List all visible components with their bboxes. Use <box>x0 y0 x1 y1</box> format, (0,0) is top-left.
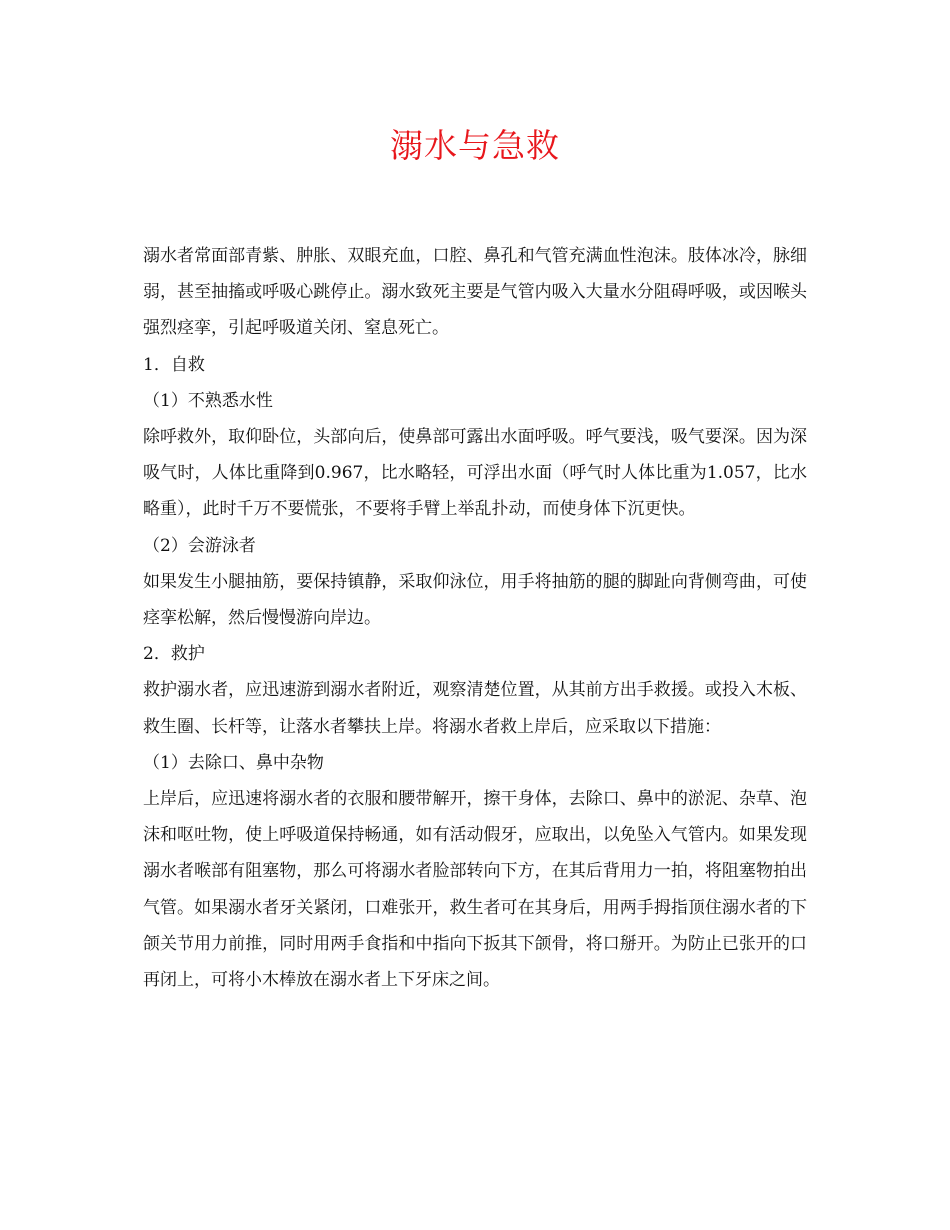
section-heading-rescue: 2．救护 <box>143 644 205 665</box>
paragraph-clear-airway: 上岸后，应迅速将溺水者的衣服和腰带解开，擦干身体，去除口、鼻中的淤泥、杂草、泡沫和呕吐物，使上呼吸道保持畅通，如有活动假牙，应取出，以免坠入气管内。如果发现溺水者喉部有阻塞物，那么可将溺水者脸部转向下方，在其后背用力一拍，将阻塞物拍出气管。如果溺水者牙关紧闭，口难张开，救生者可在其身后，用两手拇指顶住溺水者的下颌关节用力前推，同时用两手食指和中指向下扳其下颌骨，将口掰开。为防止已张开的口再闭上，可将小木棒放在溺水者上下牙床之间。 <box>143 789 807 991</box>
document-title: 溺水与急救 <box>390 126 560 165</box>
intro-paragraph: 溺水者常面部青紫、肿胀、双眼充血，口腔、鼻孔和气管充满血性泡沫。肢体冰冷，脉细弱，甚至抽搐或呼吸心跳停止。溺水致死主要是气管内吸入大量水分阻碍呼吸，或因喉头强烈痉挛，引起呼吸道关闭、窒息死亡。 <box>143 246 807 339</box>
paragraph-non-swimmer: 除呼救外，取仰卧位，头部向后，使鼻部可露出水面呼吸。呼气要浅，吸气要深。因为深吸气时，人体比重降到0.967，比水略轻，可浮出水面（呼气时人体比重为1.057，比水略重），此时千万不要慌张，不要将手臂上举乱扑动，而使身体下沉更快。 <box>143 427 807 520</box>
paragraph-swimmer: 如果发生小腿抽筋，要保持镇静，采取仰泳位，用手将抽筋的腿的脚趾向背侧弯曲，可使痉挛松解，然后慢慢游向岸边。 <box>143 571 807 629</box>
subheading-non-swimmer: （1）不熟悉水性 <box>143 390 273 411</box>
document-body <box>143 238 807 998</box>
subheading-swimmer: （2）会游泳者 <box>143 535 256 556</box>
paragraph-rescue: 救护溺水者，应迅速游到溺水者附近，观察清楚位置，从其前方出手救援。或投入木板、救生圈、长杆等，让落水者攀扶上岸。将溺水者救上岸后，应采取以下措施： <box>143 680 807 737</box>
subheading-clear-airway: （1）去除口、鼻中杂物 <box>143 752 324 773</box>
section-heading-self-rescue: 1．自救 <box>143 354 205 375</box>
